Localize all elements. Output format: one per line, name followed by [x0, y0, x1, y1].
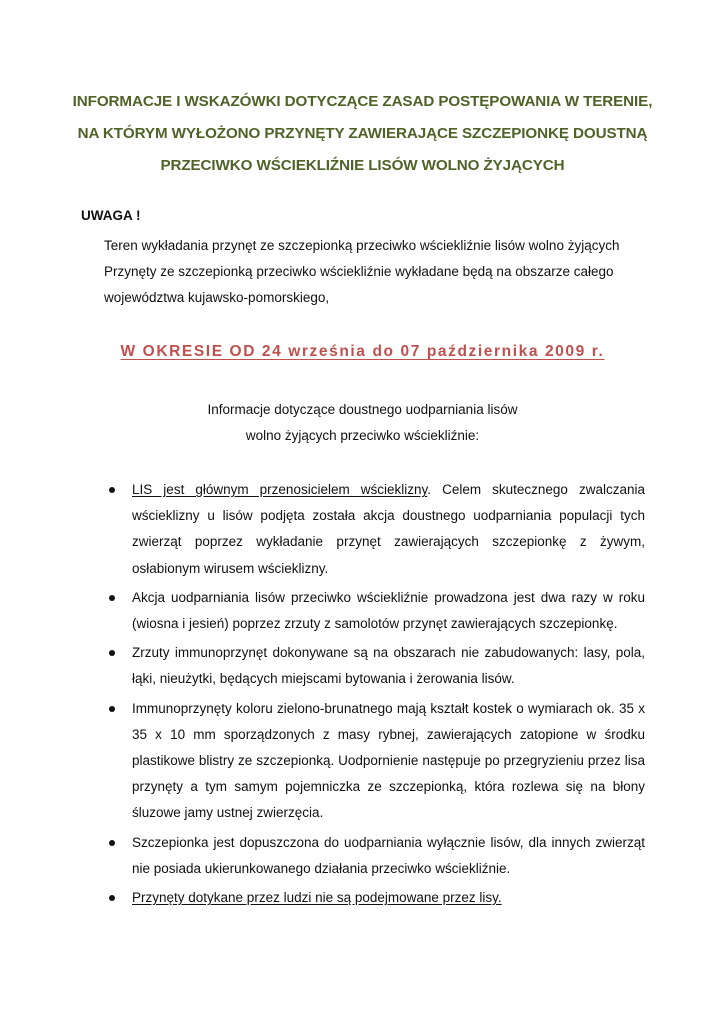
info-bullet-list [104, 477, 645, 914]
document-title [60, 86, 665, 182]
title-line-3: PRZECIWKO WŚCIEKLIŹNIE LISÓW WOLNO ŻYJĄCYCH [160, 157, 565, 174]
list-item [104, 696, 645, 827]
bullet-icon [109, 595, 115, 601]
bullet-icon [109, 487, 115, 493]
title-line-2: NA KTÓRYM WYŁOŻONO PRZYNĘTY ZAWIERAJĄCE SZCZEPIONKĘ DOUSTNĄ [77, 125, 648, 142]
list-item [104, 640, 645, 692]
bullet-icon [109, 706, 115, 712]
bullet-4-text: Immunoprzynęty koloru zielono-brunatnego mają kształt kostek o wymiarach ok. 35 x 35 x 10 mm sporządzonych z masy rybnej, zawierających zatopione w środku plastikowe blistry ze szczepionką. Uodpornienie następuje po przegryzieniu przez lisa przynęty a tym samym pojemniczka ze szczepionką, która rozlewa się na błony śluzowe jamy ustnej zwierzęcia. [132, 700, 645, 821]
campaign-period [60, 340, 665, 364]
intro-paragraph [104, 233, 664, 311]
list-item [104, 477, 645, 582]
bullet-icon [109, 895, 115, 901]
list-item [104, 830, 645, 882]
bullet-3-text: Zrzuty immunoprzynęt dokonywane są na obszarach nie zabudowanych: lasy, pola, łąki, nieużytki, będących miejscami bytowania i żerowania lisów. [132, 645, 645, 687]
intro-line-1: Teren wykładania przynęt ze szczepionką przeciwko wściekliźnie lisów wolno żyjących [104, 238, 620, 253]
list-item [104, 885, 645, 911]
bullet-2-text: Akcja uodparniania lisów przeciwko wściekliźnie prowadzona jest dwa razy w roku (wiosna i jesień) poprzez zrzuty z samolotów przynęt zawierających szczepionkę. [132, 589, 645, 632]
bullet-icon [109, 650, 115, 656]
bullet-1-text: . Celem skutecznego zwalczania wścieklizny u lisów podjęta została akcja doustnego uodparniania populacji tych zwierząt poprzez wykładanie przynęt zawierających szczepionkę z żywym, osłabionym wirusem wścieklizny. [132, 482, 646, 576]
title-line-1: INFORMACJE I WSKAZÓWKI DOTYCZĄCE ZASAD POSTĘPOWANIA W TERENIE, [72, 93, 653, 110]
intro-line-3: województwa kujawsko-pomorskiego, [104, 290, 330, 305]
intro-line-2: Przynęty ze szczepionką przeciwko wściekliźnie wykładane będą na obszarze całego [104, 264, 614, 279]
bullet-5-text: Szczepionka jest dopuszczona do uodparniania wyłącznie lisów, dla innych zwierząt nie posiada ukierunkowanego działania przeciwko wściekliźnie. [132, 834, 645, 876]
bullet-6-text: Przynęty dotykane przez ludzi nie są podejmowane przez lisy. [132, 890, 502, 906]
bullet-icon [109, 840, 115, 846]
info-heading-line-1: Informacje dotyczące doustnego uodparniania lisów [207, 402, 518, 417]
bullet-1-underlined: LIS jest głównym przenosicielem wścieklizny [132, 482, 428, 497]
info-heading-line-2: wolno żyjących przeciwko wściekliźnie: [245, 428, 480, 443]
list-item [104, 585, 645, 637]
info-heading [60, 397, 665, 449]
campaign-period-text: W OKRESIE OD 24 września do 07 października 2009 r. [120, 343, 605, 360]
warning-label: UWAGA ! [81, 208, 141, 223]
